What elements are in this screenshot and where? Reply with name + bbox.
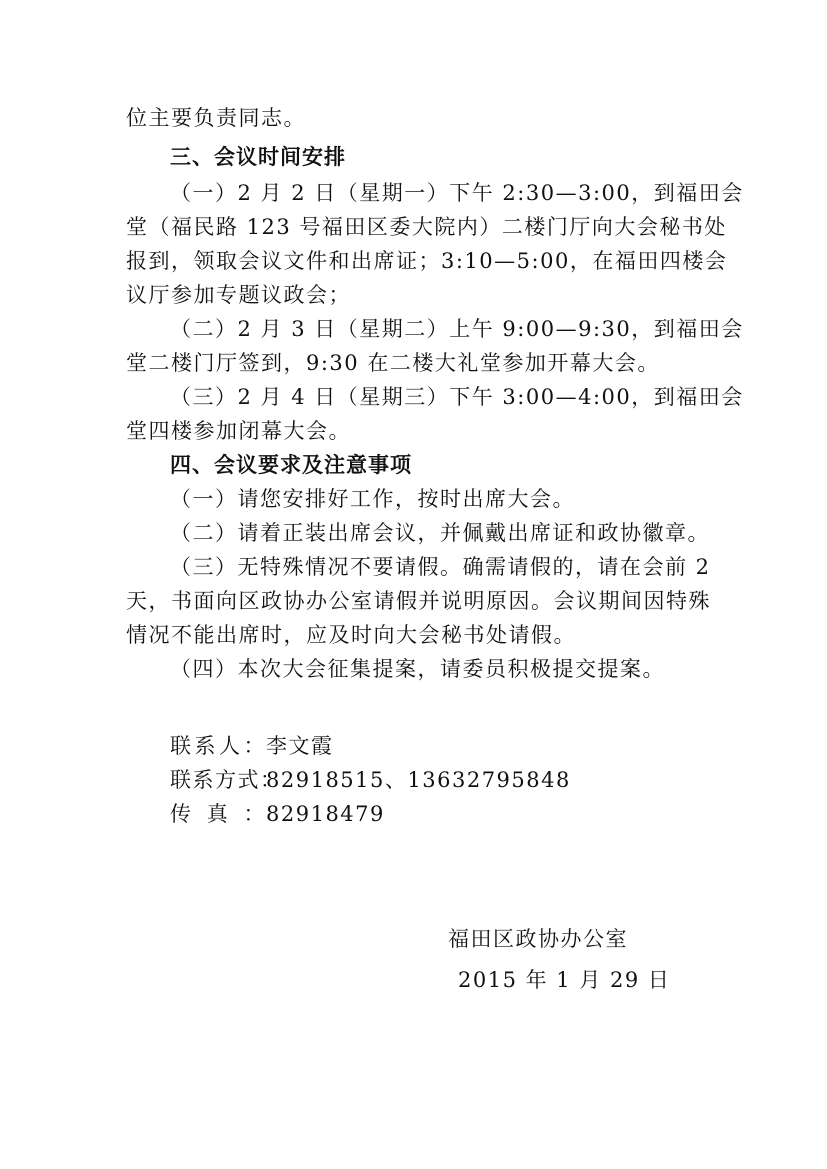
section-3-heading: 三、会议时间安排 (170, 145, 346, 169)
contact-fax-label: 传真： (170, 802, 266, 826)
s3-item3-line1: （三）2 月 4 日（星期三）下午 3:00—4:00，到福田会 (170, 385, 744, 409)
section-4-heading: 四、会议要求及注意事项 (170, 453, 412, 477)
contact-method-value: 82918515、13632795848 (266, 768, 571, 792)
s3-item2-line1: （二）2 月 3 日（星期二）上午 9:00—9:30，到福田会 (170, 317, 744, 341)
contact-person-label: 联系人： (170, 734, 266, 758)
s3-item2-line2: 堂二楼门厅签到，9:30 在二楼大礼堂参加开幕大会。 (126, 351, 660, 375)
s3-item1-line4: 议厅参加专题议政会； (126, 283, 351, 307)
s3-item3-line2: 堂四楼参加闭幕大会。 (126, 419, 351, 443)
contact-fax-row (170, 799, 385, 829)
s4-item3-line2: 天，书面向区政协办公室请假并说明原因。会议期间因特殊 (126, 589, 711, 613)
intro-tail-text: 位主要负责同志。 (126, 106, 306, 130)
s3-item1-line3: 报到，领取会议文件和出席证；3:10—5:00，在福田四楼会 (126, 249, 728, 273)
contact-method-label: 联系方式： (170, 768, 283, 792)
contact-person-row (170, 731, 334, 761)
s4-item4: （四）本次大会征集提案，请委员积极提交提案。 (170, 657, 665, 681)
s3-item1-line1: （一）2 月 2 日（星期一）下午 2:30—3:00，到福田会 (170, 181, 744, 205)
s3-item1-line2: 堂（福民路 123 号福田区委大院内）二楼门厅向大会秘书处 (126, 215, 727, 239)
s4-item1: （一）请您安排好工作，按时出席大会。 (170, 487, 575, 511)
s4-item2: （二）请着正装出席会议，并佩戴出席证和政协徽章。 (170, 521, 710, 545)
contact-method-row (170, 765, 571, 795)
contact-person-value: 李文霞 (266, 734, 334, 758)
s4-item3-line3: 情况不能出席时，应及时向大会秘书处请假。 (126, 623, 576, 647)
signature-date: 2015 年 1 月 29 日 (458, 968, 671, 992)
s4-item3-line1: （三）无特殊情况不要请假。确需请假的，请在会前 2 (170, 555, 711, 579)
signature-org: 福田区政协办公室 (448, 927, 628, 951)
contact-fax-value: 82918479 (266, 802, 385, 826)
